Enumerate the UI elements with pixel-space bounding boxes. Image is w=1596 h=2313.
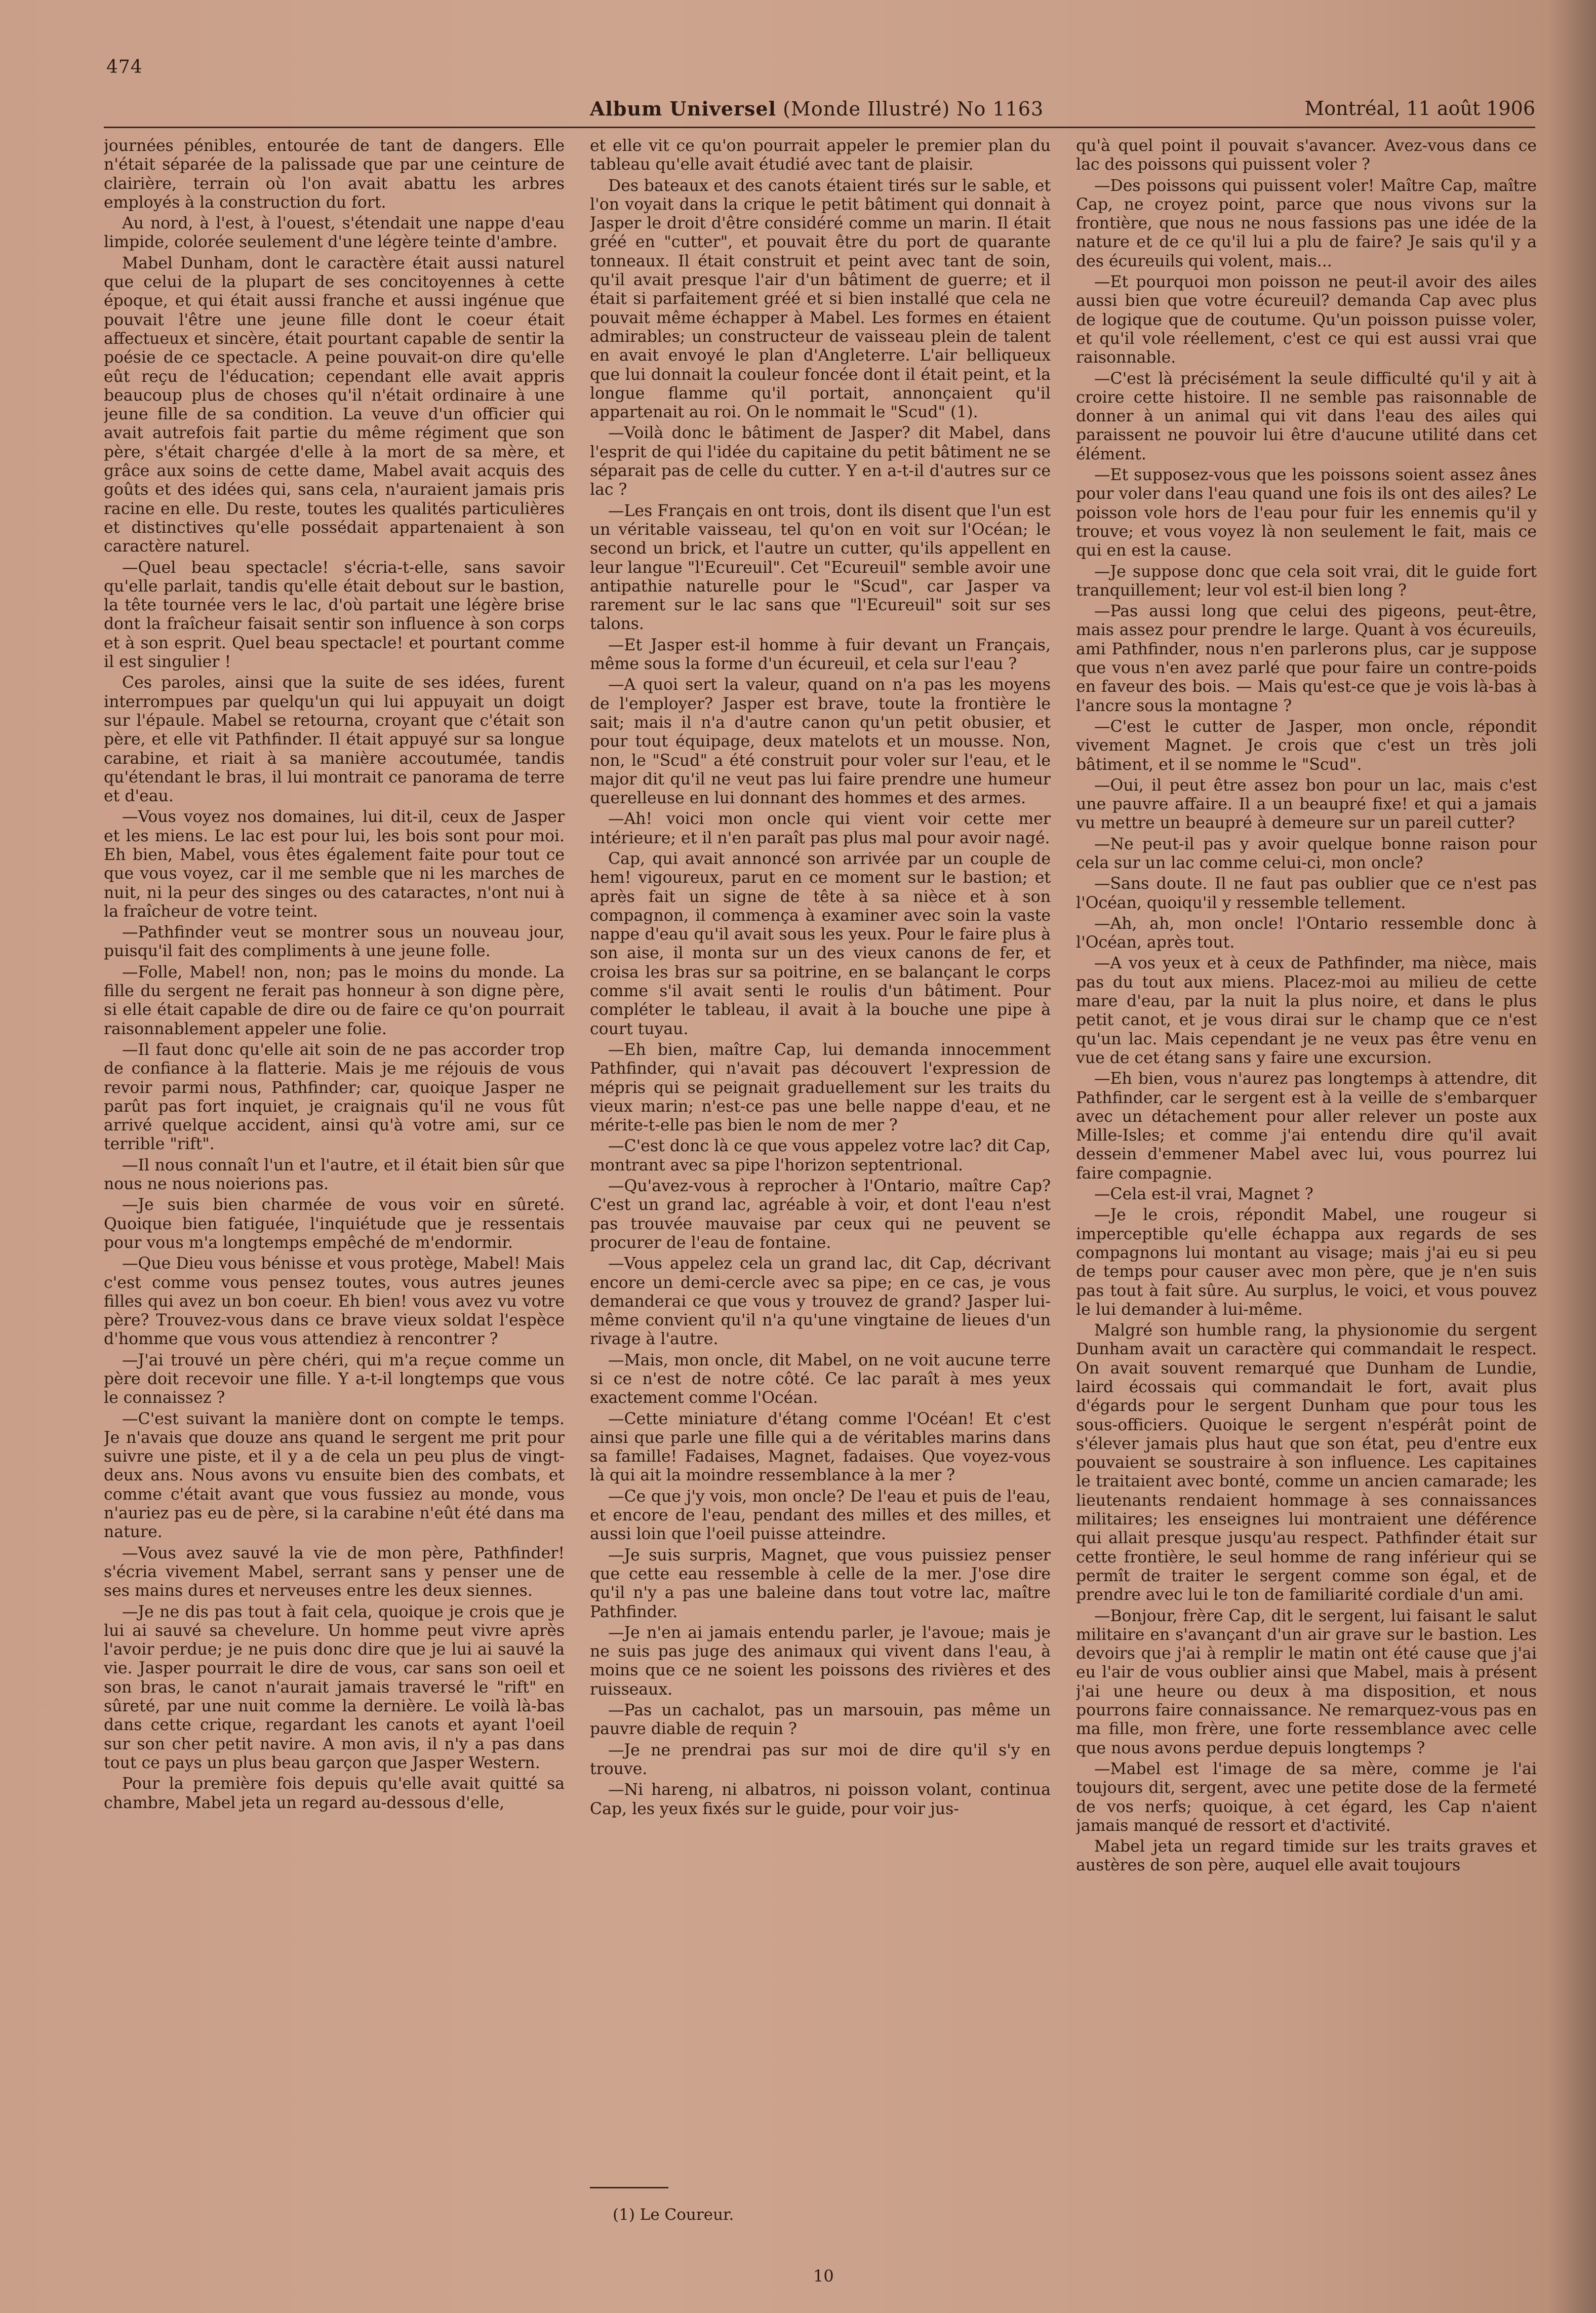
paragraph: —Bonjour, frère Cap, dit le sergent, lui faisant le salut militaire en s'avançant d'un air grave sur le bastion. Les devoirs que j'ai à remplir le matin ont été cause que j'ai eu l'air de vous oublier ainsi que Mabel, mais à présent j'ai une heure ou deux à ma disposition, et nous pourrons faire connaissance. Ne remarquez-vous pas en ma fille, mon frère, une forte ressemblance avec celle que nous avons perdue depuis longtemps ? bbox=[1076, 1606, 1537, 1757]
paragraph: —Il nous connaît l'un et l'autre, et il était bien sûr que nous ne nous noierions pas. bbox=[104, 1156, 565, 1194]
paragraph: —Je le crois, répondit Mabel, une rougeur si imperceptible qu'elle échappa aux regards de ses compagnons lui montant au visage; mais j'ai eu si peu de temps pour causer avec mon père, que je n'en suis pas tout à fait sûre. Au surplus, le voici, et vous pouvez le lui demander à lui-même. bbox=[1076, 1206, 1537, 1319]
column-middle bbox=[590, 137, 1051, 2223]
paragraph: Mabel Dunham, dont le caractère était aussi naturel que celui de la plupart de ses concitoyennes à cette époque, et qui était aussi franche et aussi ingénue que pouvait l'être une jeune fille dont le coeur était affectueux et sincère, était pourtant capable de sentir la poésie de ce spectacle. A peine pouvait-on dire qu'elle eût reçu de l'éducation; cependant elle avait appris beaucoup plus de choses qu'il n'était ordinaire à une jeune fille de sa condition. La veuve d'un officier qui avait autrefois fait partie du même régiment que son père, s'était chargée d'elle à la mort de sa mère, et grâce aux soins de cette dame, Mabel avait acquis des goûts et des idées qui, sans cela, n'auraient jamais pris racine en elle. Du reste, toutes les qualités particulières et distinctives qu'elle possédait appartenaient à son caractère naturel. bbox=[104, 254, 565, 556]
folio-number: 10 bbox=[813, 2266, 834, 2286]
paragraph: —Cette miniature d'étang comme l'Océan! Et c'est ainsi que parle une fille qui a de véritables marins dans sa famille! Fadaises, Magnet, fadaises. Que voyez-vous là qui ait la moindre ressemblance à la mer ? bbox=[590, 1409, 1051, 1485]
paragraph: —C'est le cutter de Jasper, mon oncle, répondit vivement Magnet. Je crois que c'est un très joli bâtiment, et il se nomme le "Scud". bbox=[1076, 717, 1537, 774]
footnote: (1) Le Coureur. bbox=[613, 2206, 734, 2224]
paragraph: —Les Français en ont trois, dont ils disent que l'un est un véritable vaisseau, tel qu'on en voit sur l'Océan; le second un brick, et l'autre un cutter, qu'ils appellent en leur langue "l'Ecureuil". Cet "Ecureuil" semble avoir une antipathie naturelle pour le "Scud", car Jasper va rarement sur le lac sans que "l'Ecureuil" soit sur ses talons. bbox=[590, 501, 1051, 634]
paragraph: —Ah, ah, mon oncle! l'Ontario ressemble donc à l'Océan, après tout. bbox=[1076, 914, 1537, 952]
paragraph: —Je suppose donc que cela soit vrai, dit le guide fort tranquillement; leur vol est-il bien long ? bbox=[1076, 562, 1537, 600]
paragraph: —Voilà donc le bâtiment de Jasper? dit Mabel, dans l'esprit de qui l'idée du capitaine du petit bâtiment ne se séparait pas de celle du cutter. Y en a-t-il d'autres sur ce lac ? bbox=[590, 424, 1051, 499]
paragraph: Ces paroles, ainsi que la suite de ses idées, furent interrompues par quelqu'un qui lui appuyait un doigt sur l'épaule. Mabel se retourna, croyant que c'était son père, et elle vit Pathfinder. Il était appuyé sur sa longue carabine, et riait à sa manière accoutumée, tandis qu'étendant le bras, il lui montrait ce panorama de terre et d'eau. bbox=[104, 674, 565, 806]
paragraph: —Quel beau spectacle! s'écria-t-elle, sans savoir qu'elle parlait, tandis qu'elle était debout sur le bastion, la tête tournée vers le lac, d'où partait une légère brise dont la fraîcheur faisait sentir son influence à son corps et à son esprit. Quel beau spectacle! et pourtant comme il est singulier ! bbox=[104, 558, 565, 672]
paragraph: —Et supposez-vous que les poissons soient assez ânes pour voler dans l'eau quand une fois ils ont des ailes? Le poisson vole hors de l'eau pour fuir les ennemis qu'il y trouve; et vous voyez là non seulement le fait, mais ce qui en est la cause. bbox=[1076, 466, 1537, 560]
paragraph: journées pénibles, entourée de tant de dangers. Elle n'était séparée de la palissade que par une ceinture de clairière, terrain où l'on avait abattu les arbres employés à la construction du fort. bbox=[104, 137, 565, 212]
page-header bbox=[104, 97, 1535, 128]
paragraph: —Des poissons qui puissent voler! Maître Cap, maître Cap, ne croyez point, parce que nous vivons sur la frontière, que nous ne nous fassions pas une idée de la nature et de ce qu'il lui a plu de faire? Je sais qu'il y a des écureuils qui volent, mais... bbox=[1076, 176, 1537, 270]
publication-title bbox=[590, 97, 1044, 120]
paragraph: —Ah! voici mon oncle qui vient voir cette mer intérieure; et il n'en paraît pas plus mal pour avoir nagé. bbox=[590, 810, 1051, 847]
paragraph: —J'ai trouvé un père chéri, qui m'a reçue comme un père doit recevoir une fille. Y a-t-il longtemps que vous le connaissez ? bbox=[104, 1351, 565, 1407]
paragraph: —Il faut donc qu'elle ait soin de ne pas accorder trop de confiance à la flatterie. Mais je me réjouis de vous revoir parmi nous, Pathfinder; car, quoique Jasper ne parût pas fort inquiet, je craignais qu'il ne vous fût arrivé quelque accident, ainsi qu'à votre ami, sur ce terrible "rift". bbox=[104, 1040, 565, 1154]
paragraph: —C'est donc là ce que vous appelez votre lac? dit Cap, montrant avec sa pipe l'horizon septentrional. bbox=[590, 1137, 1051, 1174]
publication-name: Album Universel bbox=[590, 97, 777, 120]
paragraph: —A quoi sert la valeur, quand on n'a pas les moyens de l'employer? Jasper est brave, toute la frontière le sait; mais il n'a d'autre canon qu'un petit obusier, et pour tout équipage, deux matelots et un mousse. Non, non, le "Scud" a été construit pour voler sur l'eau, et le major dit qu'il ne veut pas lui faire prendre une humeur querelleuse en lui donnant des hommes et des armes. bbox=[590, 676, 1051, 808]
paragraph: —Et pourquoi mon poisson ne peut-il avoir des ailes aussi bien que votre écureuil? demanda Cap avec plus de logique que de coutume. Qu'un poisson puisse voler, et qu'il vole réellement, c'est ce qui est aussi vrai que raisonnable. bbox=[1076, 273, 1537, 367]
paragraph: —Vous appelez cela un grand lac, dit Cap, décrivant encore un demi-cercle avec sa pipe; en ce cas, je vous demanderai ce que vous y trouvez de grand? Jasper lui-même convient qu'il n'a qu'une vingtaine de lieues d'un rivage à l'autre. bbox=[590, 1254, 1051, 1349]
paragraph: —Mais, mon oncle, dit Mabel, on ne voit aucune terre si ce n'est de notre côté. Ce lac paraît à mes yeux exactement comme l'Océan. bbox=[590, 1351, 1051, 1407]
paragraph: Malgré son humble rang, la physionomie du sergent Dunham avait un caractère qui commandait le respect. On avait souvent remarqué que Dunham de Lundie, laird écossais qui commandait le fort, avait plus d'égards pour le sergent Dunham que pour tous les sous-officiers. Quoique le sergent n'espérât point de s'élever jamais plus haut que son état, peu d'entre eux pouvaient se soustraire à son influence. Les capitaines le traitaient avec bonté, comme un ancien camarade; les lieutenants rendaient hommage à ses connaissances militaires; les enseignes lui montraient une déférence qui allait presque jusqu'au respect. Pathfinder était sur cette frontière, le seul homme de rang inférieur qui se permît de traiter le sergent comme son égal, et de prendre avec lui le ton de familiarité cordiale d'un ami. bbox=[1076, 1321, 1537, 1604]
paragraph: —Je ne dis pas tout à fait cela, quoique je crois que je lui ai sauvé sa chevelure. Un homme peut vivre après l'avoir perdue; je ne puis donc dire que je lui ai sauvé la vie. Jasper pourrait le dire de vous, car sans son oeil et son bras, le canot n'aurait jamais traversé le "rift" en sûreté, par une nuit comme la dernière. Le voilà là-bas dans cette crique, regardant les canots et ayant l'oeil sur son cher petit navire. A mon avis, il n'y a pas dans tout ce pays un plus beau garçon que Jasper Western. bbox=[104, 1602, 565, 1772]
paragraph: Au nord, à l'est, à l'ouest, s'étendait une nappe d'eau limpide, colorée seulement d'une légère teinte d'ambre. bbox=[104, 214, 565, 252]
paragraph: —Vous avez sauvé la vie de mon père, Pathfinder! s'écria vivement Mabel, serrant sans y penser une de ses mains dures et nerveuses entre les deux siennes. bbox=[104, 1544, 565, 1600]
paragraph: Pour la première fois depuis qu'elle avait quitté sa chambre, Mabel jeta un regard au-dessous d'elle, bbox=[104, 1775, 565, 1812]
paragraph: —Je n'en ai jamais entendu parler, je l'avoue; mais je ne suis pas juge des animaux qui vivent dans l'eau, à moins que ce ne soient les poissons des rivières et des ruisseaux. bbox=[590, 1623, 1051, 1699]
paragraph: —A vos yeux et à ceux de Pathfinder, ma nièce, mais pas du tout aux miens. Placez-moi au milieu de cette mare d'eau, par la nuit la plus noire, et dans le plus petit canot, et je vous dirai sur le champ que ce n'est qu'un lac. Mais cependant je ne veux pas être venu en vue de cet étang sans y faire une excursion. bbox=[1076, 954, 1537, 1067]
paragraph: et elle vit ce qu'on pourrait appeler le premier plan du tableau qu'elle avait étudié avec tant de plaisir. bbox=[590, 137, 1051, 174]
text-columns bbox=[104, 137, 1537, 2223]
paragraph: —Folle, Mabel! non, non; pas le moins du monde. La fille du sergent ne ferait pas honneur à son digne père, si elle était capable de dire ou de faire ce qu'on pourrait raisonnablement appeler une folie. bbox=[104, 963, 565, 1038]
paragraph: —C'est suivant la manière dont on compte le temps. Je n'avais que douze ans quand le sergent me prit pour suivre une piste, et il y a de cela un peu plus de vingt-deux ans. Nous avons vu ensuite bien des combats, et comme c'était avant que vous fussiez au monde, vous n'auriez pas eu de père, si la carabine n'eût été dans ma nature. bbox=[104, 1409, 565, 1542]
paragraph: —Pas un cachalot, pas un marsouin, pas même un pauvre diable de requin ? bbox=[590, 1701, 1051, 1739]
issue-date: Montréal, 11 août 1906 bbox=[1304, 97, 1535, 120]
paragraph: —Eh bien, maître Cap, lui demanda innocemment Pathfinder, qui n'avait pas découvert l'expression de mépris qui se peignait graduellement sur les traits du vieux marin; n'est-ce pas une belle nappe d'eau, et ne mérite-t-elle pas bien le nom de mer ? bbox=[590, 1040, 1051, 1135]
paragraph: —Je suis bien charmée de vous voir en sûreté. Quoique bien fatiguée, l'inquiétude que je ressentais pour vous m'a longtemps empêché de m'endormir. bbox=[104, 1196, 565, 1252]
column-right bbox=[1076, 137, 1537, 2223]
paragraph: —Ce que j'y vois, mon oncle? De l'eau et puis de l'eau, et encore de l'eau, pendant des milles et des milles, et aussi loin que l'oeil puisse atteindre. bbox=[590, 1487, 1051, 1544]
paragraph: —Eh bien, vous n'aurez pas longtemps à attendre, dit Pathfinder, car le sergent est à la veille de s'embarquer avec un détachement pour aller relever un poste aux Mille-Isles; et comme j'ai entendu dire qu'il avait dessein d'emmener Mabel avec lui, vous pourrez lui faire compagnie. bbox=[1076, 1070, 1537, 1183]
paragraph: —Sans doute. Il ne faut pas oublier que ce n'est pas l'Océan, quoiqu'il y ressemble tellement. bbox=[1076, 875, 1537, 912]
paragraph: —Pas aussi long que celui des pigeons, peut-être, mais assez pour prendre le large. Quant à vos écureuils, ami Pathfinder, nous n'en parlerons plus, car je suppose que vous n'en avez parlé que pour faire un contre-poids en faveur des bois. — Mais qu'est-ce que je vois là-bas à l'ancre sous la montagne ? bbox=[1076, 602, 1537, 715]
paragraph: Cap, qui avait annoncé son arrivée par un couple de hem! vigoureux, parut en ce moment sur le bastion; et après fait un signe de tête à sa nièce et à son compagnon, il commença à examiner avec soin la vaste nappe d'eau qu'il avait sous les yeux. Pour le faire plus à son aise, il monta sur un des vieux canons de fer, et croisa les bras sur sa poitrine, en se balançant le corps comme s'il avait senti le roulis d'un bâtiment. Pour compléter le tableau, il avait à la bouche une pipe à court tuyau. bbox=[590, 849, 1051, 1038]
paragraph: —Oui, il peut être assez bon pour un lac, mais c'est une pauvre affaire. Il a un beaupré fixe! et qui a jamais vu mettre un beaupré à demeure sur un pareil cutter? bbox=[1076, 776, 1537, 833]
paragraph: —Mabel est l'image de sa mère, comme je l'ai toujours dit, sergent, avec une petite dose de la fermeté de vos nerfs; quoique, à cet égard, les Cap n'aient jamais manqué de ressort et d'activité. bbox=[1076, 1759, 1537, 1835]
paragraph: qu'à quel point il pouvait s'avancer. Avez-vous dans ce lac des poissons qui puissent voler ? bbox=[1076, 137, 1537, 174]
paragraph: —Cela est-il vrai, Magnet ? bbox=[1094, 1185, 1313, 1204]
footnote-rule bbox=[590, 2187, 668, 2188]
paragraph: —Qu'avez-vous à reprocher à l'Ontario, maître Cap? C'est un grand lac, agréable à voir, et dont l'eau n'est pas trouvée mauvaise par ceux qui ne peuvent se procurer de l'eau de fontaine. bbox=[590, 1177, 1051, 1252]
paragraph: Mabel jeta un regard timide sur les traits graves et austères de son père, auquel elle avait toujours bbox=[1076, 1837, 1537, 1875]
publication-issue: (Monde Illustré) No 1163 bbox=[776, 98, 1044, 120]
paragraph: —Je suis surpris, Magnet, que vous puissiez penser que cette eau ressemble à celle de la mer. J'ose dire qu'il n'y a pas une baleine dans tout votre lac, maître Pathfinder. bbox=[590, 1546, 1051, 1621]
header-rule bbox=[104, 127, 1535, 128]
paragraph: —Ne peut-il pas y avoir quelque bonne raison pour cela sur un lac comme celui-ci, mon oncle? bbox=[1076, 835, 1537, 872]
page-number: 474 bbox=[106, 57, 143, 77]
paragraph: —Vous voyez nos domaines, lui dit-il, ceux de Jasper et les miens. Le lac est pour lui, les bois sont pour moi. Eh bien, Mabel, vous êtes également faite pour tout ce que vous voyez, car il me semble que ni les marches de nuit, ni la peur des singes ou des cataractes, n'ont nui à la fraîcheur de votre teint. bbox=[104, 808, 565, 921]
paragraph: —Pathfinder veut se montrer sous un nouveau jour, puisqu'il fait des compliments à une jeune folle. bbox=[104, 923, 565, 961]
paragraph: Des bateaux et des canots étaient tirés sur le sable, et l'on voyait dans la crique le petit bâtiment qui donnait à Jasper le droit d'être considéré comme un marin. Il était gréé en "cutter", et pouvait être du port de quarante tonneaux. Il était construit et peint avec tant de soin, qu'il avait presque l'air d'un bâtiment de guerre; et il était si parfaitement gréé et si bien installé que cela ne pouvait même échapper à Mabel. Les formes en étaient admirables; un constructeur de vaisseau plein de talent en avait envoyé le plan d'Angleterre. L'air belliqueux que lui donnait la couleur foncée dont il était peint, et la longue flamme qu'il portait, annonçaient qu'il appartenait au roi. On le nommait le "Scud" (1). bbox=[590, 176, 1051, 422]
paragraph: —Je ne prendrai pas sur moi de dire qu'il s'y en trouve. bbox=[590, 1741, 1051, 1778]
paragraph: —Et Jasper est-il homme à fuir devant un Français, même sous la forme d'un écureuil, et cela sur l'eau ? bbox=[590, 636, 1051, 674]
paragraph: —Que Dieu vous bénisse et vous protège, Mabel! Mais c'est comme vous pensez toutes, vous autres jeunes filles qui avez un bon coeur. Eh bien! vous avez vu votre père? Trouvez-vous dans ce brave vieux soldat l'espèce d'homme que vous vous attendiez à rencontrer ? bbox=[104, 1254, 565, 1349]
column-left bbox=[104, 137, 565, 2223]
paragraph: —Ni hareng, ni albatros, ni poisson volant, continua Cap, les yeux fixés sur le guide, pour voir jus- bbox=[590, 1781, 1051, 1818]
paragraph: —C'est là précisément la seule difficulté qu'il y ait à croire cette histoire. Il ne semble pas raisonnable de donner à un animal qui vit dans l'eau des ailes qui paraissent ne pouvoir lui être d'aucune utilité dans cet élément. bbox=[1076, 369, 1537, 463]
